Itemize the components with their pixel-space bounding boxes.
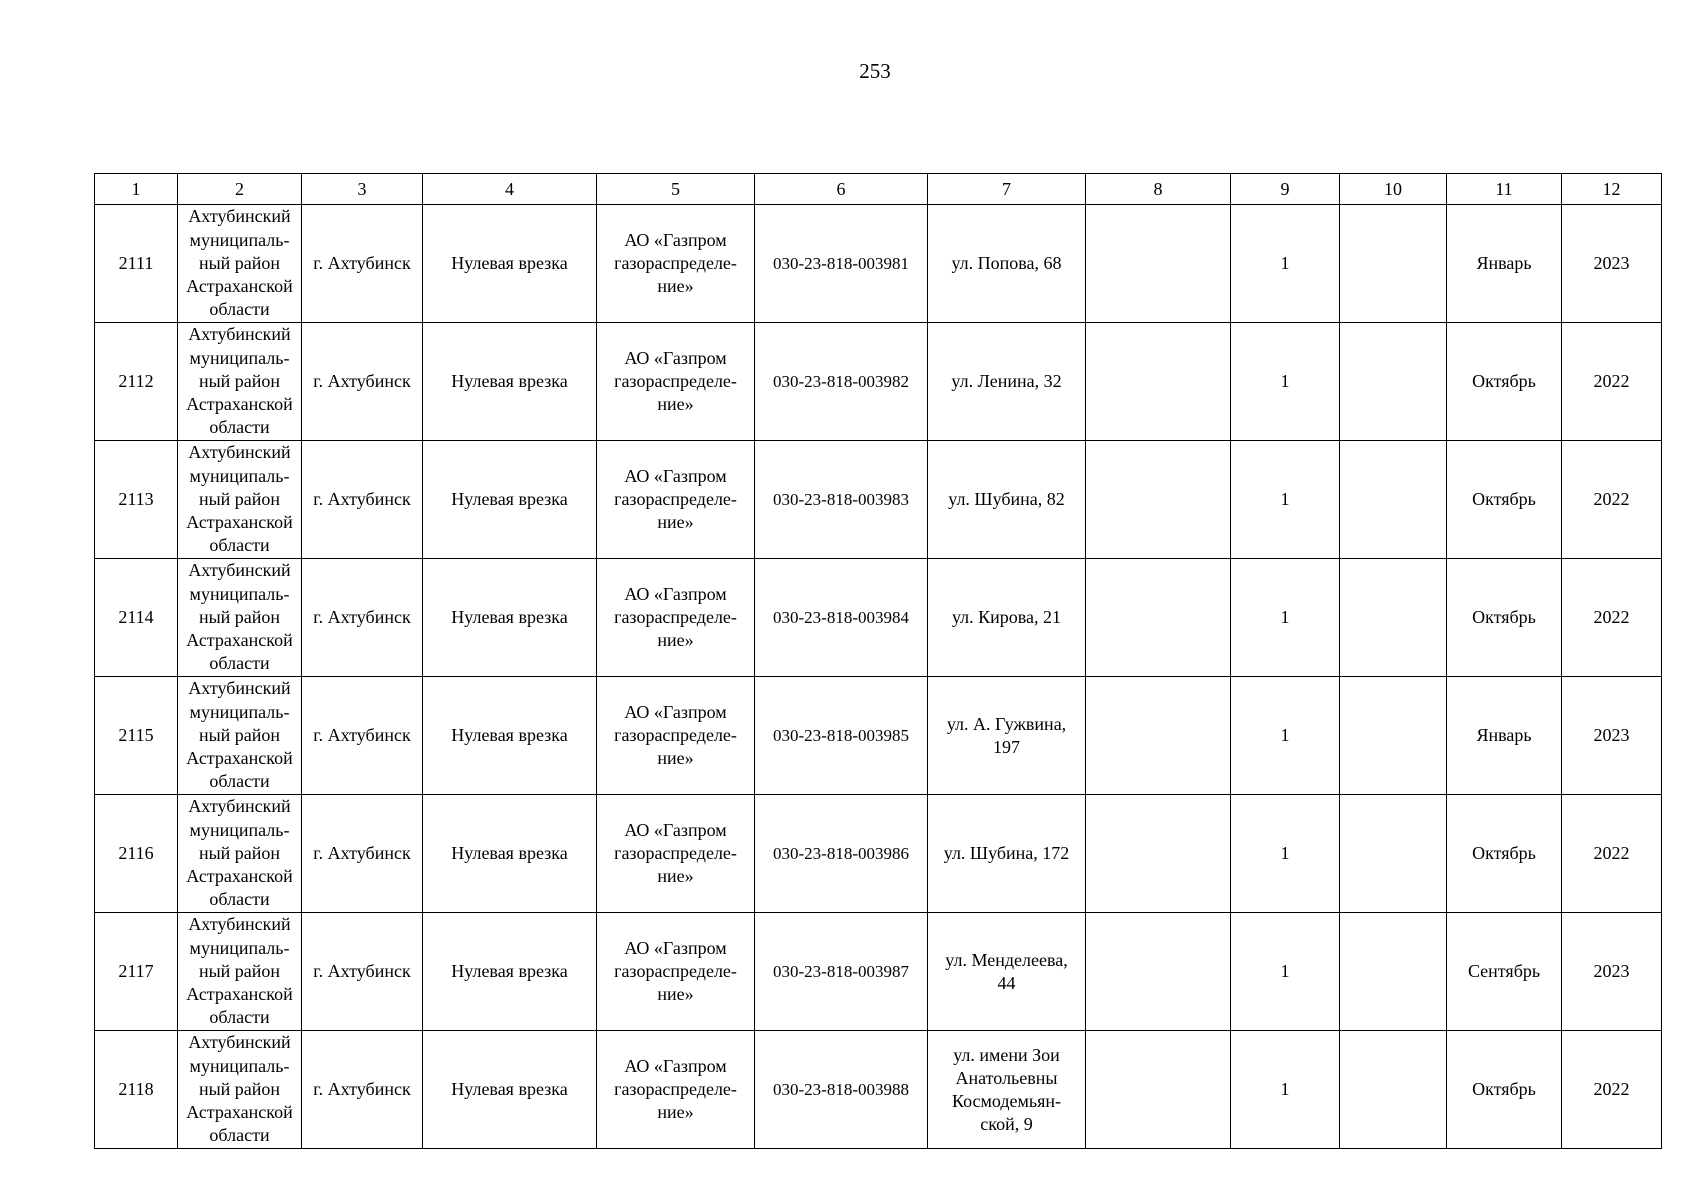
address-cell bbox=[928, 1031, 1086, 1149]
organization-cell-line: АО «Газпром bbox=[624, 702, 727, 722]
column-10-cell bbox=[1340, 795, 1447, 913]
district-cell bbox=[178, 441, 302, 559]
organization-cell-line: АО «Газпром bbox=[624, 938, 727, 958]
organization-cell-line: ние» bbox=[657, 276, 694, 296]
month-cell: Январь bbox=[1447, 677, 1562, 795]
row-number-cell: 2116 bbox=[95, 795, 178, 913]
address-cell bbox=[928, 205, 1086, 323]
district-cell-line: муниципаль- bbox=[189, 937, 290, 958]
column-8-cell bbox=[1086, 441, 1231, 559]
address-cell-line: ул. Шубина, 172 bbox=[943, 843, 1070, 863]
count-cell: 1 bbox=[1231, 913, 1340, 1031]
count-cell: 1 bbox=[1231, 1031, 1340, 1149]
column-10-cell bbox=[1340, 323, 1447, 441]
month-cell: Январь bbox=[1447, 205, 1562, 323]
work-type-cell: Нулевая врезка bbox=[423, 1031, 597, 1149]
district-cell-line: ный район bbox=[198, 370, 281, 391]
district-cell bbox=[178, 205, 302, 323]
column-header-11: 11 bbox=[1447, 174, 1562, 205]
district-cell-line: Астраханской bbox=[186, 276, 293, 297]
year-cell: 2023 bbox=[1562, 677, 1662, 795]
organization-cell-line: ние» bbox=[657, 984, 694, 1004]
object-code-cell: 030-23-818-003982 bbox=[755, 323, 928, 441]
year-cell: 2022 bbox=[1562, 559, 1662, 677]
organization-cell-line: ние» bbox=[657, 1102, 694, 1122]
count-cell: 1 bbox=[1231, 559, 1340, 677]
address-cell-line: ул. А. Гужвина, bbox=[946, 713, 1067, 734]
district-cell bbox=[178, 323, 302, 441]
district-cell-line: ный район bbox=[198, 488, 281, 509]
month-cell: Октябрь bbox=[1447, 1031, 1562, 1149]
district-cell-line: области bbox=[209, 889, 270, 910]
district-cell-line: Астраханской bbox=[186, 394, 293, 415]
row-number-cell: 2113 bbox=[95, 441, 178, 559]
row-number-cell: 2112 bbox=[95, 323, 178, 441]
organization-cell-line: АО «Газпром bbox=[624, 466, 727, 486]
column-header-8: 8 bbox=[1086, 174, 1231, 205]
table-row bbox=[95, 677, 1662, 795]
address-cell-line: ской, 9 bbox=[980, 1113, 1033, 1134]
district-cell-line: ный район bbox=[198, 252, 281, 273]
district-cell-line: Ахтубинский bbox=[188, 206, 291, 227]
address-cell-line: 44 bbox=[997, 972, 1016, 993]
column-8-cell bbox=[1086, 677, 1231, 795]
column-header-4: 4 bbox=[423, 174, 597, 205]
district-cell-line: области bbox=[209, 771, 270, 792]
column-10-cell bbox=[1340, 1031, 1447, 1149]
locality-cell: г. Ахтубинск bbox=[302, 205, 423, 323]
organization-cell-line: газораспределе- bbox=[614, 1079, 737, 1099]
locality-cell: г. Ахтубинск bbox=[302, 795, 423, 913]
work-type-cell: Нулевая врезка bbox=[423, 913, 597, 1031]
district-cell-line: Ахтубинский bbox=[188, 796, 291, 817]
month-cell: Октябрь bbox=[1447, 559, 1562, 677]
object-code-cell: 030-23-818-003981 bbox=[755, 205, 928, 323]
month-cell: Октябрь bbox=[1447, 323, 1562, 441]
row-number-cell: 2114 bbox=[95, 559, 178, 677]
count-cell: 1 bbox=[1231, 205, 1340, 323]
organization-cell bbox=[597, 559, 755, 677]
column-header-6: 6 bbox=[755, 174, 928, 205]
organization-cell-line: газораспределе- bbox=[614, 489, 737, 509]
object-code-cell: 030-23-818-003983 bbox=[755, 441, 928, 559]
month-cell: Октябрь bbox=[1447, 795, 1562, 913]
column-header-9: 9 bbox=[1231, 174, 1340, 205]
header-row bbox=[95, 174, 1662, 205]
column-header-2: 2 bbox=[178, 174, 302, 205]
object-code-cell: 030-23-818-003988 bbox=[755, 1031, 928, 1149]
column-header-3: 3 bbox=[302, 174, 423, 205]
year-cell: 2022 bbox=[1562, 1031, 1662, 1149]
work-type-cell: Нулевая врезка bbox=[423, 323, 597, 441]
column-header-12: 12 bbox=[1562, 174, 1662, 205]
object-code-cell: 030-23-818-003985 bbox=[755, 677, 928, 795]
month-cell: Октябрь bbox=[1447, 441, 1562, 559]
district-cell bbox=[178, 913, 302, 1031]
table-row bbox=[95, 205, 1662, 323]
organization-cell-line: газораспределе- bbox=[614, 843, 737, 863]
district-cell-line: муниципаль- bbox=[189, 583, 290, 604]
column-10-cell bbox=[1340, 913, 1447, 1031]
district-cell-line: области bbox=[209, 1007, 270, 1028]
district-cell-line: муниципаль- bbox=[189, 229, 290, 250]
object-code-cell: 030-23-818-003986 bbox=[755, 795, 928, 913]
month-cell: Сентябрь bbox=[1447, 913, 1562, 1031]
district-cell-line: Ахтубинский bbox=[188, 324, 291, 345]
column-10-cell bbox=[1340, 677, 1447, 795]
organization-cell bbox=[597, 323, 755, 441]
table-row bbox=[95, 1031, 1662, 1149]
column-header-1: 1 bbox=[95, 174, 178, 205]
district-cell-line: муниципаль- bbox=[189, 701, 290, 722]
year-cell: 2023 bbox=[1562, 913, 1662, 1031]
district-cell-line: Астраханской bbox=[186, 1102, 293, 1123]
column-8-cell bbox=[1086, 913, 1231, 1031]
column-10-cell bbox=[1340, 205, 1447, 323]
address-cell-line: 197 bbox=[993, 736, 1020, 757]
district-cell-line: Ахтубинский bbox=[188, 442, 291, 463]
table-row bbox=[95, 441, 1662, 559]
count-cell: 1 bbox=[1231, 677, 1340, 795]
table-row bbox=[95, 559, 1662, 677]
district-cell-line: Ахтубинский bbox=[188, 914, 291, 935]
district-cell-line: области bbox=[209, 1125, 270, 1146]
work-type-cell: Нулевая врезка bbox=[423, 441, 597, 559]
year-cell: 2022 bbox=[1562, 795, 1662, 913]
district-cell-line: Ахтубинский bbox=[188, 678, 291, 699]
table-body bbox=[95, 205, 1662, 1149]
district-cell bbox=[178, 677, 302, 795]
object-code-cell: 030-23-818-003984 bbox=[755, 559, 928, 677]
organization-cell-line: газораспределе- bbox=[614, 371, 737, 391]
table-row bbox=[95, 795, 1662, 913]
organization-cell-line: ние» bbox=[657, 394, 694, 414]
district-cell-line: муниципаль- bbox=[189, 465, 290, 486]
district-cell-line: Астраханской bbox=[186, 866, 293, 887]
organization-cell bbox=[597, 795, 755, 913]
column-10-cell bbox=[1340, 559, 1447, 677]
district-cell-line: области bbox=[209, 653, 270, 674]
organization-cell-line: ние» bbox=[657, 512, 694, 532]
row-number-cell: 2115 bbox=[95, 677, 178, 795]
address-cell-line: ул. Попова, 68 bbox=[951, 253, 1062, 273]
column-10-cell bbox=[1340, 441, 1447, 559]
locality-cell: г. Ахтубинск bbox=[302, 323, 423, 441]
organization-cell-line: АО «Газпром bbox=[624, 1056, 727, 1076]
column-header-7: 7 bbox=[928, 174, 1086, 205]
locality-cell: г. Ахтубинск bbox=[302, 441, 423, 559]
row-number-cell: 2118 bbox=[95, 1031, 178, 1149]
organization-cell-line: газораспределе- bbox=[614, 607, 737, 627]
page-number: 253 bbox=[859, 59, 891, 83]
column-8-cell bbox=[1086, 1031, 1231, 1149]
row-number-cell: 2117 bbox=[95, 913, 178, 1031]
organization-cell-line: АО «Газпром bbox=[624, 348, 727, 368]
district-cell-line: Ахтубинский bbox=[188, 560, 291, 581]
year-cell: 2022 bbox=[1562, 441, 1662, 559]
work-type-cell: Нулевая врезка bbox=[423, 559, 597, 677]
row-number-cell: 2111 bbox=[95, 205, 178, 323]
organization-cell-line: ние» bbox=[657, 866, 694, 886]
object-code-cell: 030-23-818-003987 bbox=[755, 913, 928, 1031]
organization-cell bbox=[597, 913, 755, 1031]
organization-cell bbox=[597, 441, 755, 559]
organization-cell-line: АО «Газпром bbox=[624, 584, 727, 604]
organization-cell-line: газораспределе- bbox=[614, 961, 737, 981]
organization-cell-line: газораспределе- bbox=[614, 725, 737, 745]
work-type-cell: Нулевая врезка bbox=[423, 205, 597, 323]
district-cell-line: Астраханской bbox=[186, 984, 293, 1005]
address-cell bbox=[928, 559, 1086, 677]
address-cell-line: ул. Кирова, 21 bbox=[951, 607, 1062, 627]
organization-cell-line: ние» bbox=[657, 630, 694, 650]
address-cell-line: Космодемьян- bbox=[951, 1090, 1062, 1111]
district-cell-line: муниципаль- bbox=[189, 1055, 290, 1076]
address-cell-line: Анатольевны bbox=[955, 1067, 1058, 1088]
district-cell-line: Ахтубинский bbox=[188, 1032, 291, 1053]
work-type-cell: Нулевая врезка bbox=[423, 677, 597, 795]
count-cell: 1 bbox=[1231, 795, 1340, 913]
locality-cell: г. Ахтубинск bbox=[302, 677, 423, 795]
district-cell-line: Астраханской bbox=[186, 630, 293, 651]
column-8-cell bbox=[1086, 795, 1231, 913]
organization-cell bbox=[597, 677, 755, 795]
organization-cell bbox=[597, 205, 755, 323]
locality-cell: г. Ахтубинск bbox=[302, 913, 423, 1031]
district-cell bbox=[178, 559, 302, 677]
district-cell-line: ный район bbox=[198, 960, 281, 981]
table-row bbox=[95, 323, 1662, 441]
district-cell-line: Астраханской bbox=[186, 748, 293, 769]
work-type-cell: Нулевая врезка bbox=[423, 795, 597, 913]
district-cell-line: ный район bbox=[198, 606, 281, 627]
address-cell-line: ул. Менделеева, bbox=[945, 949, 1068, 970]
district-cell-line: муниципаль- bbox=[189, 819, 290, 840]
column-header-10: 10 bbox=[1340, 174, 1447, 205]
address-cell bbox=[928, 795, 1086, 913]
year-cell: 2022 bbox=[1562, 323, 1662, 441]
district-cell-line: ный район bbox=[198, 842, 281, 863]
district-cell-line: ный район bbox=[198, 1078, 281, 1099]
address-cell bbox=[928, 441, 1086, 559]
district-cell bbox=[178, 1031, 302, 1149]
year-cell: 2023 bbox=[1562, 205, 1662, 323]
address-cell bbox=[928, 677, 1086, 795]
column-header-5: 5 bbox=[597, 174, 755, 205]
district-cell-line: области bbox=[209, 417, 270, 438]
count-cell: 1 bbox=[1231, 323, 1340, 441]
column-8-cell bbox=[1086, 559, 1231, 677]
organization-cell-line: АО «Газпром bbox=[624, 820, 727, 840]
district-cell-line: ный район bbox=[198, 724, 281, 745]
address-cell-line: ул. Шубина, 82 bbox=[948, 489, 1065, 509]
table-header bbox=[95, 174, 1662, 205]
locality-cell: г. Ахтубинск bbox=[302, 1031, 423, 1149]
column-8-cell bbox=[1086, 205, 1231, 323]
organization-cell-line: ние» bbox=[657, 748, 694, 768]
organization-cell bbox=[597, 1031, 755, 1149]
address-cell bbox=[928, 913, 1086, 1031]
count-cell: 1 bbox=[1231, 441, 1340, 559]
organization-cell-line: газораспределе- bbox=[614, 253, 737, 273]
district-cell-line: муниципаль- bbox=[189, 347, 290, 368]
address-cell-line: ул. имени Зои bbox=[953, 1044, 1060, 1065]
register-table bbox=[94, 173, 1662, 1149]
table-row bbox=[95, 913, 1662, 1031]
locality-cell: г. Ахтубинск bbox=[302, 559, 423, 677]
district-cell-line: области bbox=[209, 299, 270, 320]
district-cell-line: Астраханской bbox=[186, 512, 293, 533]
column-8-cell bbox=[1086, 323, 1231, 441]
district-cell bbox=[178, 795, 302, 913]
district-cell-line: области bbox=[209, 535, 270, 556]
address-cell bbox=[928, 323, 1086, 441]
address-cell-line: ул. Ленина, 32 bbox=[951, 371, 1062, 391]
organization-cell-line: АО «Газпром bbox=[624, 230, 727, 250]
